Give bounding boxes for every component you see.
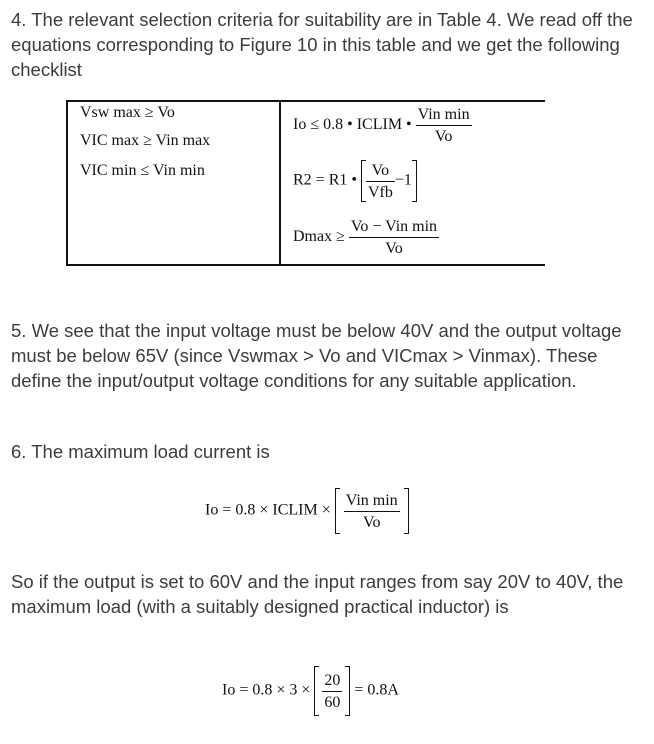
table-divider — [279, 100, 281, 266]
equation-dmax-fraction — [349, 218, 439, 257]
fraction-numerator: Vo − Vin min — [349, 218, 439, 238]
paragraph-7: So if the output is set to 60V and the input ranges from say 20V to 40V, the maximum load (with a suitably designed practical inductor) is — [11, 571, 624, 617]
fraction-numerator: Vin min — [344, 492, 400, 512]
formula-result: = 0.8A — [354, 681, 399, 699]
criterion-vsw: Vsw max ≥ Vo — [80, 104, 175, 121]
table-top-border — [66, 100, 545, 102]
paragraph-4: 4. The relevant selection criteria for suitability are in Table 4. We read off the equations corresponding to Figure 10 in this table and we get the following checklist — [11, 9, 633, 80]
fraction-denominator: 60 — [324, 693, 341, 711]
fraction-numerator: Vo — [366, 162, 395, 182]
fraction-denominator: Vo — [434, 128, 453, 145]
fraction-denominator: Vo — [362, 513, 381, 531]
table-bottom-border — [66, 264, 545, 266]
fraction-denominator: Vfb — [367, 183, 393, 201]
formula-calculation — [222, 666, 399, 716]
bracket-right — [412, 160, 417, 202]
equation-r2-tail: −1 — [394, 171, 412, 189]
criterion-vic-max: VIC max ≥ Vin max — [80, 132, 211, 149]
criterion-vic-min: VIC min ≤ Vin min — [80, 162, 205, 179]
equation-io-limit-fraction — [416, 106, 472, 145]
bracket-left — [335, 488, 340, 534]
fraction-numerator: 20 — [322, 672, 342, 692]
fraction-numerator: Vin min — [416, 106, 472, 126]
equation-r2-fraction — [366, 162, 395, 201]
paragraph-6: 6. The maximum load current is — [11, 441, 270, 462]
paragraph-5: 5. We see that the input voltage must be below 40V and the output voltage must be below 65V (since Vswmax > Vo and VICmax > Vinmax). These define the input/output voltage conditions for any suitable application. — [11, 320, 622, 391]
bracket-right — [345, 666, 350, 716]
bracket-left — [314, 666, 319, 716]
criteria-table — [66, 100, 545, 266]
formula-fraction — [322, 672, 342, 711]
equation-dmax — [293, 218, 439, 257]
formula-lhs: Io = 0.8 × 3 × — [222, 681, 311, 699]
formula-lhs: Io = 0.8 × ICLIM × — [205, 501, 331, 519]
formula-fraction — [344, 492, 400, 531]
equation-dmax-lhs: Dmax ≥ — [293, 228, 345, 246]
equation-r2 — [293, 160, 417, 202]
table-left-border — [66, 100, 68, 266]
equation-r2-lhs: R2 = R1 • — [293, 171, 357, 189]
equation-io-limit — [293, 106, 472, 145]
bracket-right — [404, 488, 409, 534]
fraction-denominator: Vo — [385, 240, 403, 257]
formula-max-load-current — [205, 488, 409, 534]
equation-io-limit-lhs: Io ≤ 0.8 • ICLIM • — [293, 116, 412, 134]
